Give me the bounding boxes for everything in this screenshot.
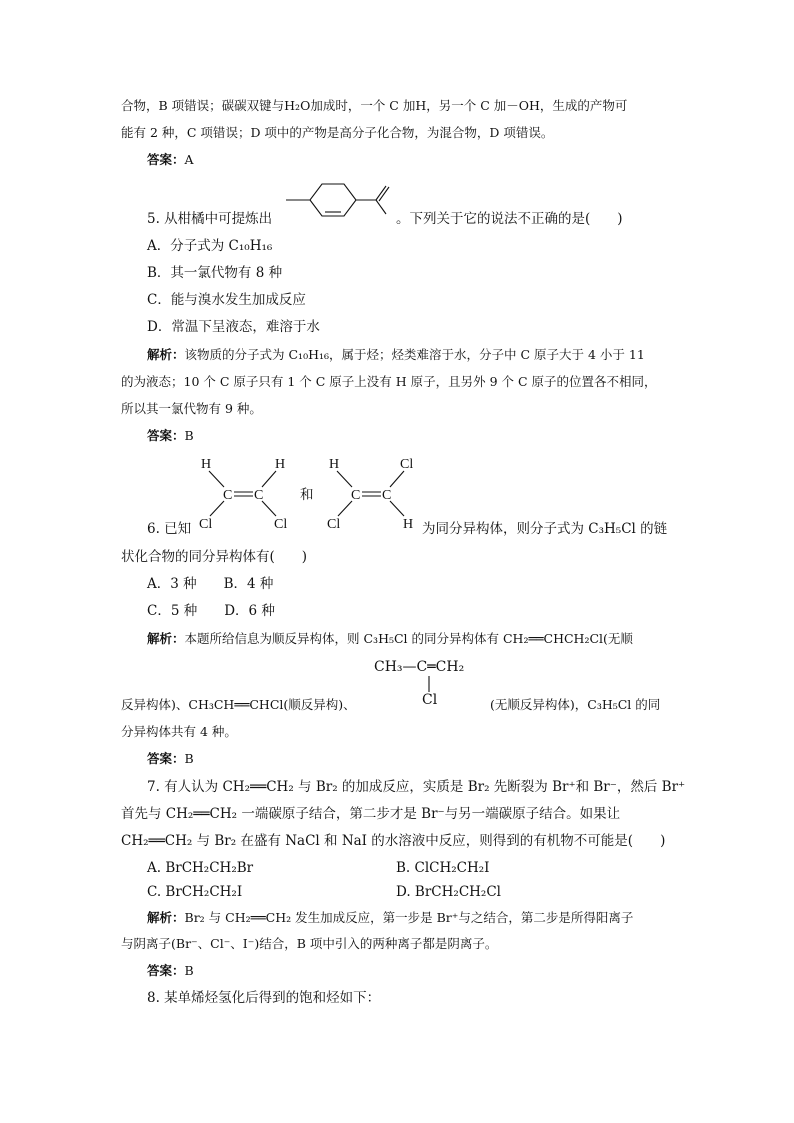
- q6-explanation-line3: 分异构体共有 4 种。: [121, 724, 237, 739]
- explanation-text: 本题所给信息为顺反异构体，则 C₃H₅Cl 的同分异构体有 CH₂══CHCH₂Cl(无顺: [184, 631, 633, 646]
- atom-h: H: [403, 517, 414, 532]
- q7-option-d: D. BrCH₂CH₂Cl: [396, 884, 501, 900]
- q6-options-row2: C．5 种 D．6 种: [147, 603, 275, 619]
- atom-cl: Cl: [400, 457, 414, 472]
- limonene-structure: [280, 176, 398, 224]
- q6-answer: [147, 750, 194, 768]
- q5-explanation-line1: [147, 346, 645, 364]
- q6-stem-line2: 状化合物的同分异构体有( ): [121, 549, 308, 565]
- atom-cl: Cl: [327, 517, 341, 532]
- q5-explanation-line2: 的为液态；10 个 C 原子只有 1 个 C 原子上没有 H 原子，且另外 9 个 C 原子的位置各不相同，: [121, 374, 657, 389]
- q6-struct-main: CH₃—C═CH₂: [374, 659, 465, 675]
- q6-and: 和: [300, 487, 314, 503]
- q6-explanation-line2-left: 反异构体)、CH₃CH══CHCl(顺反异构)、: [121, 697, 356, 712]
- answer-value: B: [184, 751, 194, 766]
- atom-cl: Cl: [274, 517, 288, 532]
- q6-options-row1: A．3 种 B．4 种: [147, 576, 274, 592]
- answer-label: 答案：: [147, 152, 185, 167]
- atom-c: C: [382, 488, 392, 503]
- atom-c: C: [254, 488, 264, 503]
- q7-stem-line1: 7. 有人认为 CH₂══CH₂ 与 Br₂ 的加成反应，实质是 Br₂ 先断裂为 Br⁺和 Br⁻，然后 Br⁺: [147, 779, 686, 795]
- q5-stem-end: 。下列关于它的说法不正确的是( ): [396, 211, 623, 227]
- q4-text-line1: 合物，B 项错误；碳碳双键与H₂O加成时，一个 C 加H，另一个 C 加－OH，生成的产物可: [121, 98, 628, 113]
- q7-option-a: A. BrCH₂CH₂Br: [147, 860, 254, 876]
- q7-option-b: B. ClCH₂CH₂I: [396, 860, 490, 876]
- q5-explanation-line3: 所以其一氯代物有 9 种。: [121, 401, 262, 416]
- atom-cl: Cl: [199, 517, 213, 532]
- q7-stem-line3: CH₂══CH₂ 与 Br₂ 在盛有 NaCl 和 NaI 的水溶液中反应，则得到的有机物不可能是( ): [121, 833, 666, 849]
- explanation-label: 解析：: [147, 910, 185, 925]
- answer-value: B: [184, 428, 194, 443]
- q6-struct-bond: [425, 676, 435, 692]
- q5-option-d: D．常温下呈液态，难溶于水: [147, 319, 320, 335]
- atom-h: H: [201, 457, 212, 472]
- explanation-text: 该物质的分子式为 C₁₀H₁₆，属于烃；烃类难溶于水，分子中 C 原子大于 4 小于 11: [184, 347, 645, 362]
- q4-answer: [147, 151, 194, 169]
- q6-stem-end: 为同分异构体，则分子式为 C₃H₅Cl 的链: [422, 521, 668, 537]
- explanation-label: 解析：: [147, 347, 185, 362]
- q8-stem: 8. 某单烯烃氢化后得到的饱和烃如下：: [147, 990, 381, 1006]
- q7-option-c: C. BrCH₂CH₂I: [147, 884, 243, 900]
- answer-value: B: [184, 963, 194, 978]
- explanation-label: 解析：: [147, 631, 185, 646]
- q5-option-a: A．分子式为 C₁₀H₁₆: [147, 238, 273, 254]
- trans-dichloroethene-structure: [323, 452, 423, 534]
- q7-explanation-line2: 与阴离子(Br⁻、Cl⁻、I⁻)结合，B 项中引入的两种离子都是阴离子。: [121, 936, 498, 951]
- q6-explanation-line2-right: (无顺反异构体)，C₃H₅Cl 的同: [490, 697, 661, 712]
- q7-answer: [147, 962, 194, 980]
- q5-stem-start: 5. 从柑橘中可提炼出: [147, 211, 273, 227]
- q4-text-line2: 能有 2 种，C 项错误；D 项中的产物是高分子化合物，为混合物，D 项错误。: [121, 125, 554, 140]
- answer-label: 答案：: [147, 963, 185, 978]
- answer-label: 答案：: [147, 751, 185, 766]
- atom-h: H: [329, 457, 340, 472]
- explanation-text: Br₂ 与 CH₂══CH₂ 发生加成反应，第一步是 Br⁺与之结合，第二步是所得阳离子: [184, 910, 634, 925]
- q5-option-c: C．能与溴水发生加成反应: [147, 292, 306, 308]
- answer-value: A: [184, 152, 194, 167]
- q6-stem-start: 6. 已知: [147, 521, 192, 537]
- limonene-methyl-bond: [376, 200, 386, 214]
- cis-dichloroethene-structure: [195, 452, 295, 534]
- q6-struct-cl: Cl: [422, 692, 438, 708]
- answer-label: 答案：: [147, 428, 185, 443]
- q5-answer: [147, 427, 194, 445]
- q5-option-b: B．其一氯代物有 8 种: [147, 265, 283, 281]
- atom-h: H: [275, 457, 286, 472]
- atom-c: C: [351, 488, 361, 503]
- q6-explanation-line1: [147, 630, 633, 648]
- atom-c: C: [223, 488, 233, 503]
- limonene-ring-bonds: [286, 184, 356, 216]
- q7-explanation-line1: [147, 909, 633, 927]
- q7-stem-line2: 首先与 CH₂══CH₂ 一端碳原子结合，第二步才是 Br⁻与另一端碳原子结合。如果让: [121, 806, 621, 822]
